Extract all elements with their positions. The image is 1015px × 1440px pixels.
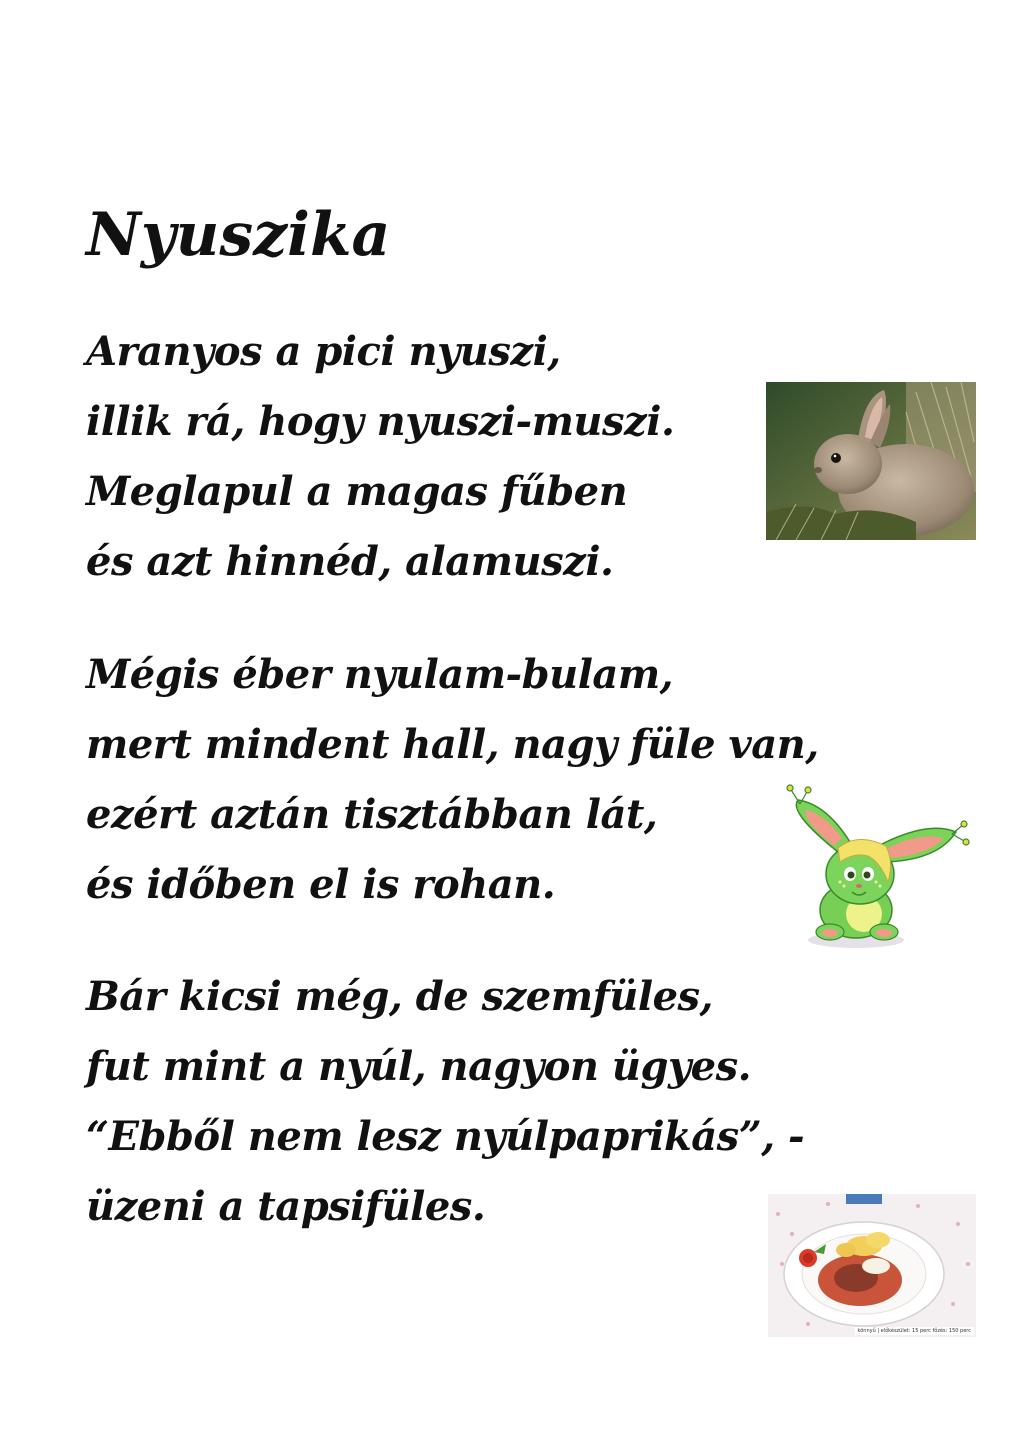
poem-line: “Ebből nem lesz nyúlpaprikás”, -: [86, 1113, 805, 1160]
stanza-2: [86, 640, 819, 920]
poem-line: fut mint a nyúl, nagyon ügyes.: [86, 1043, 752, 1090]
poem-line: Aranyos a pici nyuszi,: [86, 328, 561, 375]
stanza-3: [86, 962, 804, 1242]
rabbit-paprikash-photo: [768, 1194, 976, 1337]
rabbit-photo: [766, 382, 976, 540]
poem-line: mert mindent hall, nagy füle van,: [86, 721, 819, 768]
poem-line: ezért aztán tisztábban lát,: [86, 791, 658, 838]
poem-title: Nyuszika: [86, 200, 391, 270]
poem-line: Meglapul a magas fűben: [86, 468, 628, 515]
poem-line: Bár kicsi még, de szemfüles,: [86, 973, 713, 1020]
poem-line: és azt hinnéd, alamuszi.: [86, 538, 614, 585]
cartoon-bunny-illustration: [768, 782, 976, 952]
recipe-info-caption: könnyű | előkészület: 15 perc főzés: 150 perc: [855, 1327, 974, 1335]
poem-line: Mégis éber nyulam-bulam,: [86, 651, 674, 698]
stanza-1: [86, 317, 674, 597]
poem-line: üzeni a tapsifüles.: [86, 1183, 486, 1230]
poem-line: és időben el is rohan.: [86, 861, 556, 908]
poem-line: illik rá, hogy nyuszi-muszi.: [86, 398, 675, 445]
